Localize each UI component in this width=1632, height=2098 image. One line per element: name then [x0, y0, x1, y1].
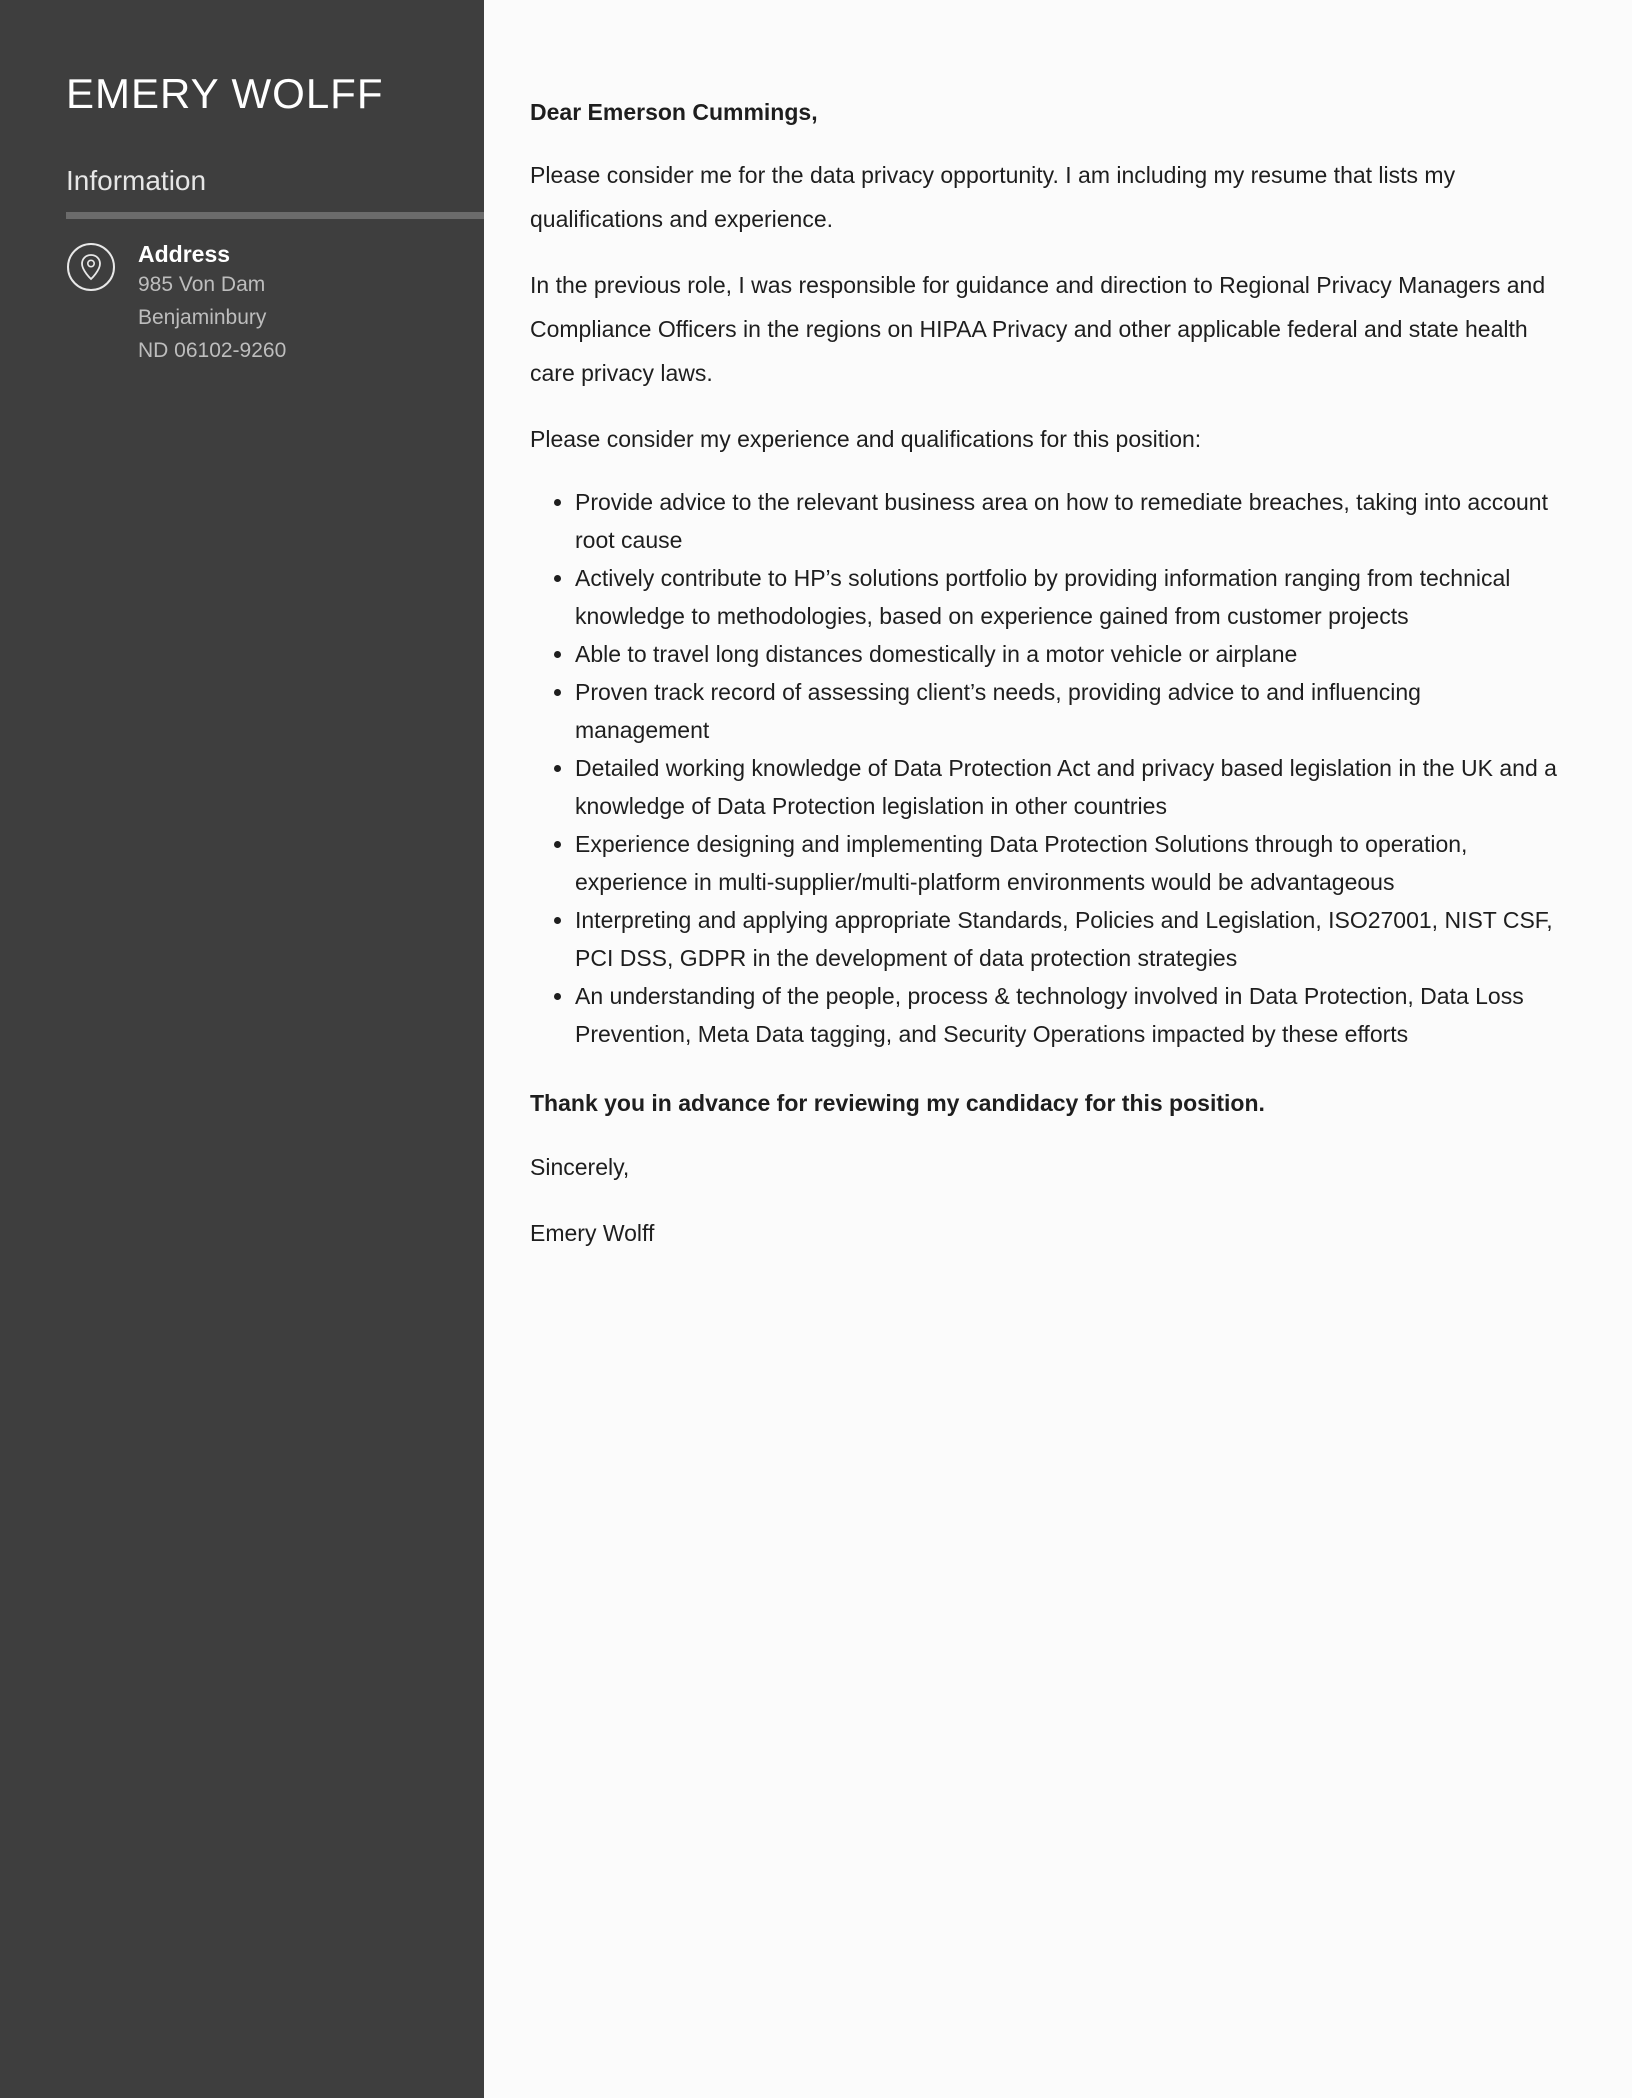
- address-text: [138, 240, 458, 367]
- experience-paragraph: In the previous role, I was responsible for guidance and direction to Regional Privacy Managers and Compliance Officers in the regions on HIPAA Privacy and other applicable federal and state health care privacy laws.: [530, 272, 1546, 386]
- list-item: • Interpreting and applying appropriate Standards, Policies and Legislation, ISO27001, NIST CSF, PCI DSS, GDPR in the development of data protection strategies: [575, 901, 1560, 977]
- address-label: Address: [138, 241, 231, 267]
- list-item: • Actively contribute to HP’s solutions portfolio by providing information ranging from technical knowledge to methodologies, based on experience gained from customer projects: [575, 559, 1560, 635]
- list-item: • An understanding of the people, process & technology involved in Data Protection, Data Loss Prevention, Meta Data tagging, and Security Operations impacted by these efforts: [575, 977, 1560, 1053]
- signature: Emery Wolff: [530, 1220, 655, 1246]
- address-city: Benjaminbury: [138, 306, 267, 329]
- letter-body: [530, 95, 1560, 1277]
- list-item: • Detailed working knowledge of Data Protection Act and privacy based legislation in the UK and a knowledge of Data Protection legislation in other countries: [575, 749, 1560, 825]
- thanks-paragraph: Thank you in advance for reviewing my candidacy for this position.: [530, 1090, 1265, 1116]
- candidate-name: EMERY WOLFF: [66, 70, 384, 117]
- salutation: Dear Emerson Cummings,: [530, 99, 818, 125]
- address-state-zip: ND 06102-9260: [138, 339, 287, 362]
- list-item: • Provide advice to the relevant business area on how to remediate breaches, taking into account root cause: [575, 483, 1560, 559]
- list-item: • Experience designing and implementing Data Protection Solutions through to operation, experience in multi-supplier/multi-platform environments would be advantageous: [575, 825, 1560, 901]
- information-heading: Information: [66, 165, 207, 196]
- section-divider: [66, 212, 484, 219]
- sidebar: [0, 0, 484, 2098]
- intro-paragraph: Please consider me for the data privacy opportunity. I am including my resume that lists my qualifications and experience.: [530, 162, 1456, 232]
- list-item: • Able to travel long distances domestically in a motor vehicle or airplane: [575, 635, 1560, 673]
- location-pin-icon: [66, 242, 116, 292]
- closing: Sincerely,: [530, 1154, 630, 1180]
- list-item: • Proven track record of assessing client’s needs, providing advice to and influencing management: [575, 673, 1560, 749]
- address-street: 985 Von Dam: [138, 273, 266, 296]
- qualifications-intro: Please consider my experience and qualifications for this position:: [530, 426, 1202, 452]
- qualifications-list: [530, 483, 1560, 1053]
